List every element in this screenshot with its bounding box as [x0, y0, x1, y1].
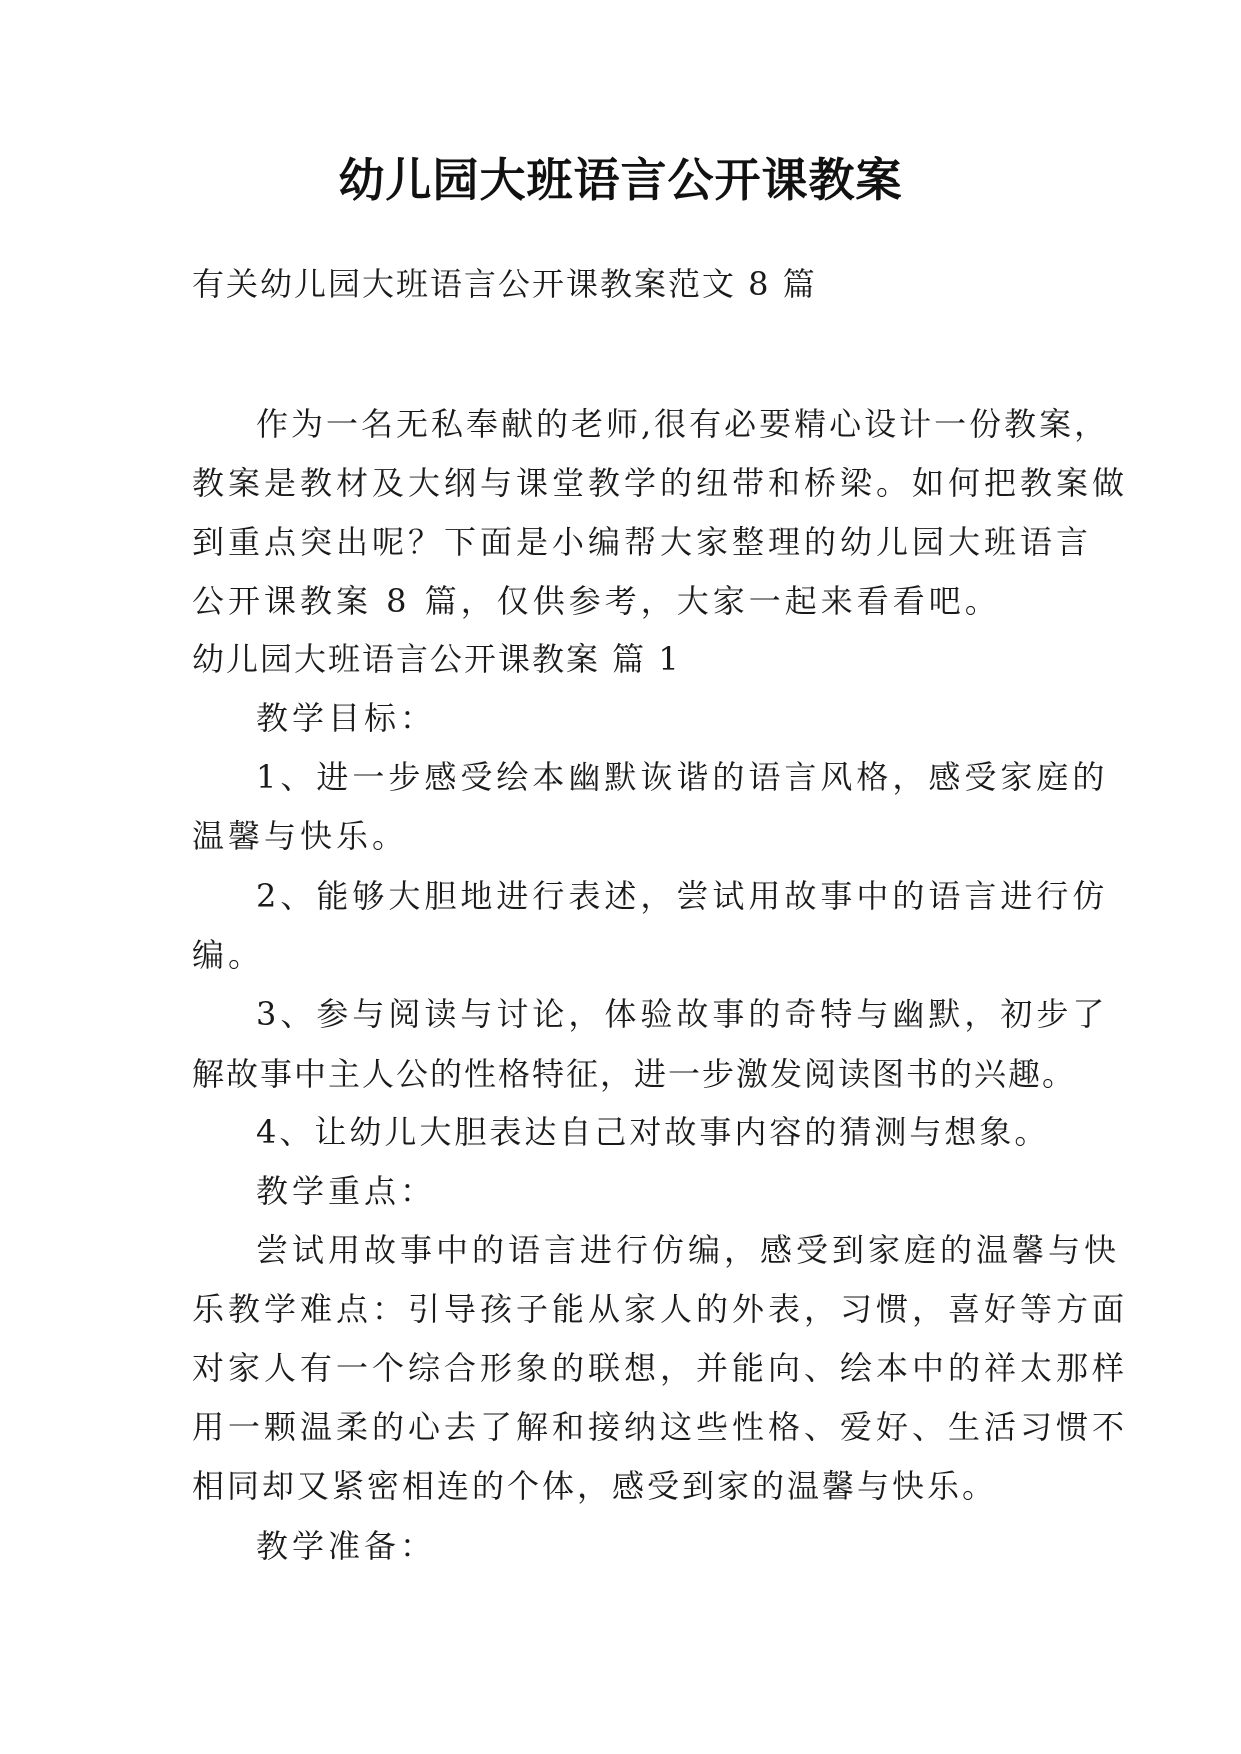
goal-line: 解故事中主人公的性格特征，进一步激发阅读图书的兴趣。	[192, 1055, 1077, 1093]
key-body-line: 乐教学难点：引导孩子能从家人的外表，习惯，喜好等方面	[192, 1290, 1129, 1328]
key-heading: 教学重点：	[256, 1172, 437, 1210]
goals-heading: 教学目标：	[256, 699, 437, 737]
intro-line: 公开课教案 8 篇，仅供参考，大家一起来看看吧。	[192, 582, 1001, 620]
key-body-line: 对家人有一个综合形象的联想，并能向、绘本中的祥太那样	[192, 1349, 1129, 1387]
goal-line: 3、参与阅读与讨论，体验故事的奇特与幽默，初步了	[256, 995, 1109, 1033]
document-title: 幼儿园大班语言公开课教案	[338, 153, 903, 207]
goal-line: 4、让幼儿大胆表达自己对故事内容的猜测与想象。	[256, 1113, 1050, 1151]
prep-heading: 教学准备：	[256, 1527, 437, 1565]
key-body-line: 尝试用故事中的语言进行仿编，感受到家庭的温馨与快	[256, 1231, 1121, 1269]
intro-line: 教案是教材及大纲与课堂教学的纽带和桥梁。如何把教案做	[192, 464, 1129, 502]
document-subtitle: 有关幼儿园大班语言公开课教案范文 8 篇	[192, 265, 817, 303]
key-body-line: 用一颗温柔的心去了解和接纳这些性格、爱好、生活习惯不	[192, 1408, 1129, 1446]
goal-line: 编。	[192, 936, 265, 974]
intro-line: 作为一名无私奉献的老师,很有必要精心设计一份教案，	[256, 405, 1110, 443]
goal-line: 2、能够大胆地进行表述，尝试用故事中的语言进行仿	[256, 877, 1109, 915]
section-heading: 幼儿园大班语言公开课教案 篇 1	[192, 640, 681, 678]
key-body-line: 相同却又紧密相连的个体，感受到家的温馨与快乐。	[192, 1467, 998, 1505]
intro-line: 到重点突出呢？下面是小编帮大家整理的幼儿园大班语言	[192, 523, 1093, 561]
goal-line: 1、进一步感受绘本幽默诙谐的语言风格，感受家庭的	[256, 758, 1109, 796]
goal-line: 温馨与快乐。	[192, 817, 409, 855]
